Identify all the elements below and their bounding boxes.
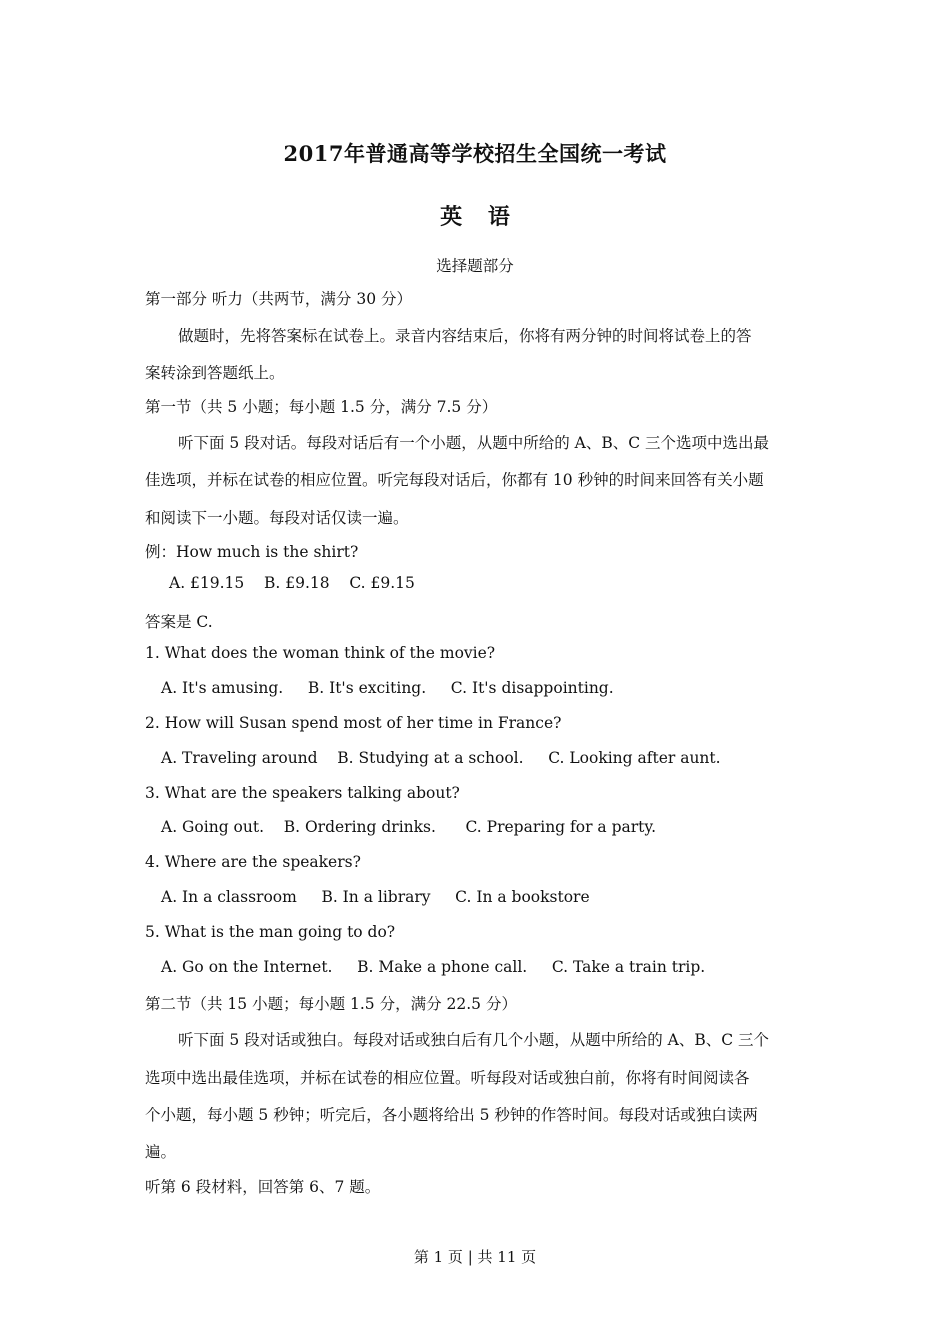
part1-instruction-line1: 做题时，先将答案标在试卷上。录音内容结束后，你将有两分钟的时间将试卷上的答	[178, 327, 752, 345]
question-1: 1. What does the woman think of the movie?	[145, 644, 496, 662]
section2-instruction-line1: 听下面 5 段对话或独白。每段对话或独白后有几个小题，从题中所给的 A、B、C 三个	[178, 1031, 770, 1049]
question-3-options: A. Going out. B. Ordering drinks. C. Preparing for a party.	[161, 818, 657, 836]
question-1-options: A. It's amusing. B. It's exciting. C. It's disappointing.	[161, 679, 614, 697]
question-2: 2. How will Susan spend most of her time in France?	[145, 714, 562, 732]
part1-heading: 第一部分 听力（共两节，满分 30 分）	[145, 290, 413, 308]
section2-instruction-line3: 个小题，每小题 5 秒钟；听完后，各小题将给出 5 秒钟的作答时间。每段对话或独白读两	[145, 1106, 758, 1124]
section1-heading: 第一节（共 5 小题；每小题 1.5 分，满分 7.5 分）	[145, 398, 498, 416]
subject-title: 英 语	[440, 204, 510, 230]
material-6-instruction: 听第 6 段材料，回答第 6、7 题。	[145, 1178, 381, 1196]
example-answer: 答案是 C.	[145, 613, 213, 631]
part-heading: 选择题部分	[436, 257, 514, 275]
question-4-options: A. In a classroom B. In a library C. In a bookstore	[161, 888, 590, 906]
question-4: 4. Where are the speakers?	[145, 853, 361, 871]
section2-instruction-line2: 选项中选出最佳选项，并标在试卷的相应位置。听每段对话或独白前，你将有时间阅读各	[145, 1069, 750, 1087]
exam-title: 2017年普通高等学校招生全国统一考试	[283, 141, 667, 166]
question-5-options: A. Go on the Internet. B. Make a phone call. C. Take a train trip.	[161, 958, 706, 976]
question-3: 3. What are the speakers talking about?	[145, 784, 460, 802]
part1-instruction-line2: 案转涂到答题纸上。	[145, 364, 285, 382]
example-options: A. £19.15 B. £9.18 C. £9.15	[169, 574, 415, 592]
page-footer: 第 1 页 | 共 11 页	[413, 1248, 537, 1266]
example-question: 例：How much is the shirt?	[145, 543, 359, 561]
question-5: 5. What is the man going to do?	[145, 923, 396, 941]
section1-instruction-line1: 听下面 5 段对话。每段对话后有一个小题，从题中所给的 A、B、C 三个选项中选出最	[178, 434, 770, 452]
section1-instruction-line3: 和阅读下一小题。每段对话仅读一遍。	[145, 509, 409, 527]
section1-instruction-line2: 佳选项，并标在试卷的相应位置。听完每段对话后，你都有 10 秒钟的时间来回答有关小题	[145, 471, 764, 489]
section2-instruction-line4: 遍。	[145, 1143, 177, 1161]
section2-heading: 第二节（共 15 小题；每小题 1.5 分，满分 22.5 分）	[145, 995, 517, 1013]
question-2-options: A. Traveling around B. Studying at a school. C. Looking after aunt.	[161, 749, 721, 767]
